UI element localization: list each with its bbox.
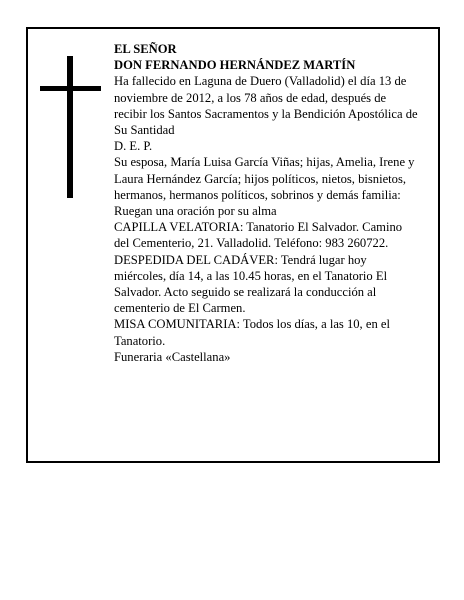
funeral-home: Funeraria «Castellana»	[114, 349, 231, 364]
cross-icon	[40, 56, 101, 198]
cross-vertical-bar	[67, 56, 73, 198]
obituary-notice	[26, 27, 440, 463]
mass-info: MISA COMUNITARIA: Todos los días, a las 10, en el Tanatorio.	[114, 317, 390, 348]
dep-line: D. E. P.	[114, 139, 153, 154]
farewell-info: DESPEDIDA DEL CADÁVER: Tendrá lugar hoy miércoles, día 14, a las 10.45 horas, en el Tanatorio El Salvador. Acto seguido se realizará la conducción al cementerio de El Carmen.	[114, 252, 388, 316]
heading-title: EL SEÑOR	[114, 42, 177, 56]
death-statement: Ha fallecido en Laguna de Duero (Valladolid) el día 13 de noviembre de 2012, a los 78 años de edad, después de recibir los Santos Sacramentos y la Bendición Apostólica de Su Santidad	[114, 74, 418, 138]
chapel-info: CAPILLA VELATORIA: Tanatorio El Salvador. Camino del Cementerio, 21. Valladolid. Teléfono: 983 260722.	[114, 220, 403, 251]
deceased-name: DON FERNANDO HERNÁNDEZ MARTÍN	[114, 58, 356, 73]
family-list: Su esposa, María Luisa García Viñas; hijas, Amelia, Irene y Laura Hernández García; hijos políticos, nietos, bisnietos, hermanos, hermanos políticos, sobrinos y demás familia:	[114, 155, 415, 202]
prayer-request: Ruegan una oración por su alma	[114, 204, 277, 219]
notice-text	[114, 41, 420, 365]
cross-horizontal-bar	[40, 86, 101, 91]
